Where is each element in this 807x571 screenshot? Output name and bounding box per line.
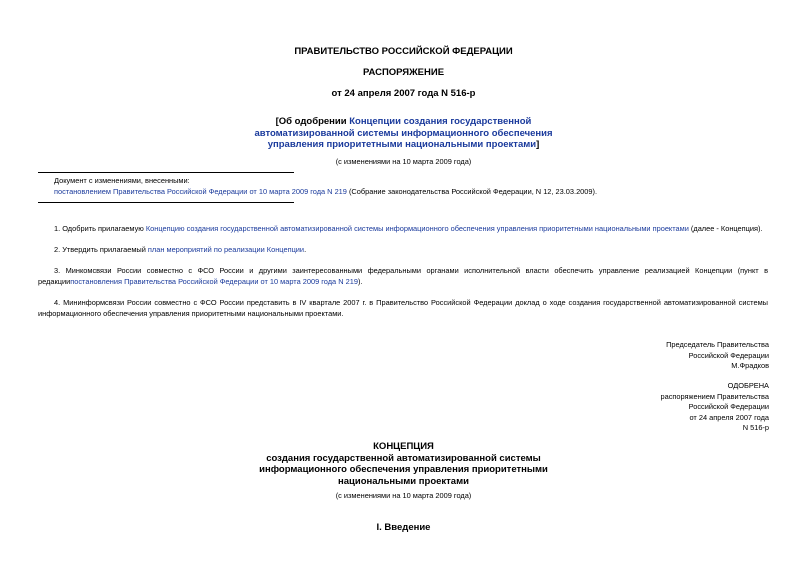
p3-suffix: ). <box>357 276 363 286</box>
title-link-line3[interactable]: управления приоритетными национальными проектами <box>267 139 537 150</box>
approval-line2: распоряжением Правительства <box>660 391 769 401</box>
changes-block <box>54 175 794 197</box>
paragraph-4 <box>38 298 768 319</box>
approval-line1: ОДОБРЕНА <box>727 381 769 390</box>
amendments-note: (с изменениями на 10 марта 2009 года) <box>335 157 472 166</box>
changes-link[interactable]: постановлением Правительства Российской Федерации от 10 марта 2009 года N 219 <box>54 187 347 196</box>
approval-line3: Российской Федерации <box>688 402 769 411</box>
date-number-heading: от 24 апреля 2007 года N 516-р <box>331 88 476 99</box>
separator-bottom <box>38 202 294 203</box>
section-1-heading: I. Введение <box>376 522 431 533</box>
paragraph-1 <box>38 224 768 235</box>
government-heading: ПРАВИТЕЛЬСТВО РОССИЙСКОЙ ФЕДЕРАЦИИ <box>294 46 513 57</box>
changes-suffix: (Собрание законодательства Российской Федерации, N 12, 23.03.2009). <box>346 187 598 196</box>
approval-line4: от 24 апреля 2007 года <box>689 412 769 422</box>
p3-text: 3. Минкомсвязи России совместно с ФСО России и другими заинтересованными федеральными органами исполнительной власти обеспечить управление реализацией Концепции (пункт в редакции <box>38 266 768 286</box>
approval-line5: N 516-р <box>742 423 769 432</box>
concept-heading: КОНЦЕПЦИЯ <box>373 441 434 452</box>
separator-top <box>38 172 294 173</box>
signature-line1: Председатель Правительства <box>666 340 769 349</box>
signature-line2: Российской Федерации <box>688 350 769 360</box>
concept-amendments-note: (с изменениями на 10 марта 2009 года) <box>335 491 472 500</box>
title-open-bracket: [Об одобрении <box>275 116 350 127</box>
title-link-line2[interactable]: автоматизированной системы информационного обеспечения <box>254 127 553 139</box>
changes-label: Документ с изменениями, внесенными: <box>54 176 190 185</box>
p2-prefix: 2. Утвердить прилагаемый <box>54 245 148 254</box>
p1-link[interactable]: Концепцию создания государственной автоматизированной системы информационного обеспечения управления приоритетными национальными проектами <box>145 224 689 233</box>
concept-line3: национальными проектами <box>338 475 469 487</box>
signature-block <box>666 340 769 372</box>
doc-type-heading: РАСПОРЯЖЕНИЕ <box>362 67 445 78</box>
approval-block <box>660 381 769 434</box>
p3-link[interactable]: постановления Правительства Российской Федерации от 10 марта 2009 года N 219 <box>70 276 358 286</box>
p2-suffix: . <box>304 245 307 254</box>
p4-text: 4. Мининформсвязи России совместно с ФСО России представить в IV квартале 2007 г. в Правительство Российской Федерации доклад о ходе создания государственной автоматизированной системы информационного обеспечения управления приоритетными национальными проектами. <box>38 298 768 318</box>
title-link-line1[interactable]: Концепции создания государственной <box>349 116 532 127</box>
document-title <box>0 116 807 151</box>
paragraph-2 <box>38 245 768 256</box>
p1-suffix: (далее - Концепция). <box>688 224 763 233</box>
p1-prefix: 1. Одобрить прилагаемую <box>54 224 146 233</box>
concept-line1: создания государственной автоматизированной системы <box>266 452 541 464</box>
signature-line3: М.Фрадков <box>731 361 769 370</box>
p2-link[interactable]: план мероприятий по реализации Концепции <box>147 245 305 254</box>
concept-line2: информационного обеспечения управления приоритетными <box>259 464 548 475</box>
paragraph-3 <box>38 266 768 287</box>
concept-title <box>0 441 807 487</box>
title-close-bracket: ] <box>536 139 540 150</box>
